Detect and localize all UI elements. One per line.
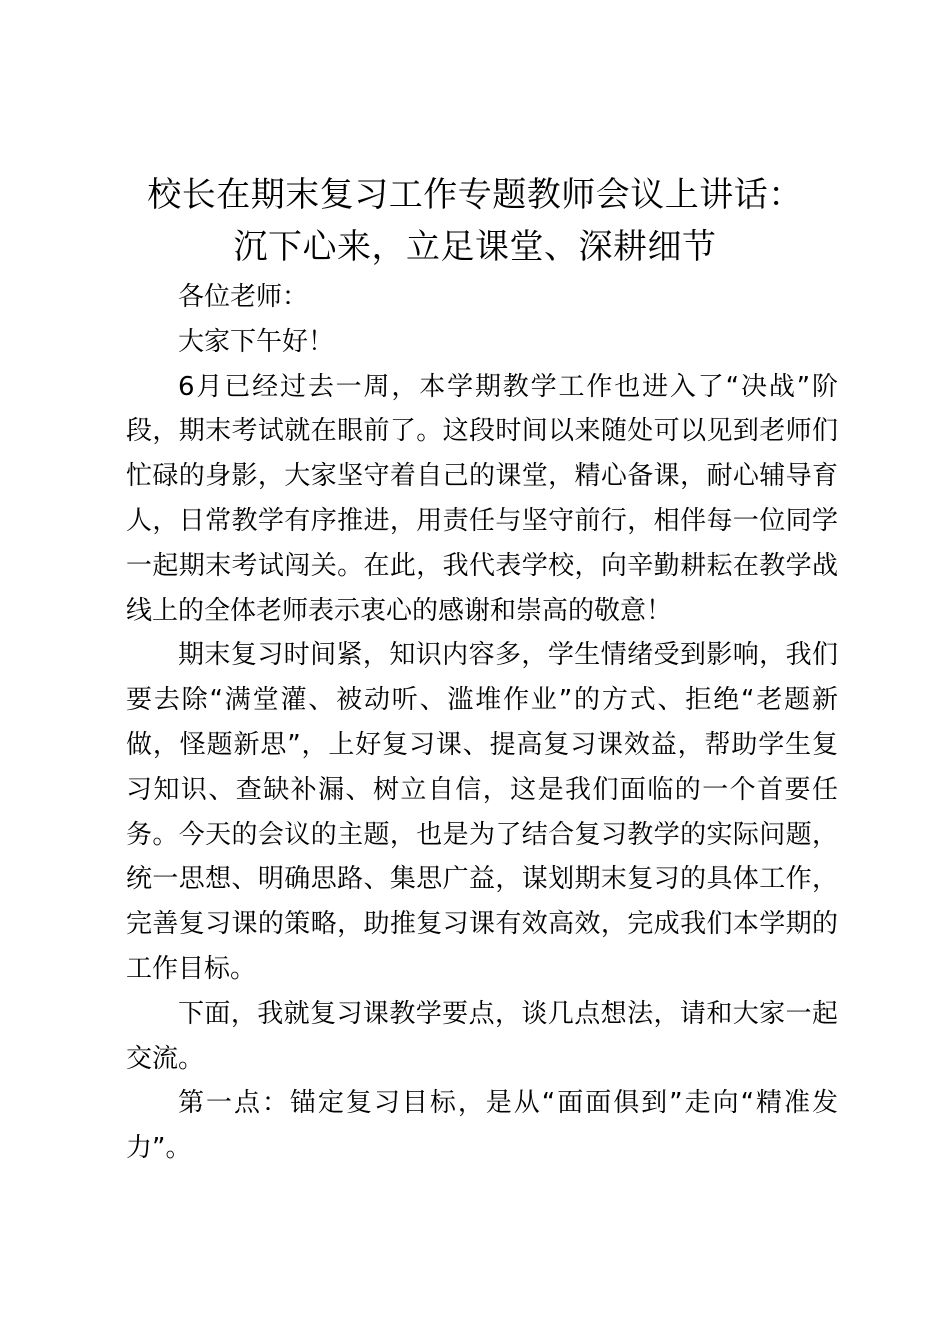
greeting: 大家下午好！ — [178, 326, 335, 357]
section-heading: 第一点：锚定复习目标，是从“面面俱到”走向“精准发力”。 — [126, 1088, 838, 1164]
document-body — [126, 275, 838, 1171]
salutation: 各位老师： — [178, 282, 309, 312]
body-paragraph: 6月已经过去一周，本学期教学工作也进入了“决战”阶段，期末考试就在眼前了。这段时间以来随处可以见到老师们忙碌的身影，大家坚守着自己的课堂，精心备课，耐心辅导育人，日常教学有序推进，用责任与坚守前行，相伴每一位同学一起期末考试闯关。在此，我代表学校，向辛勤耕耘在教学战线上的全体老师表示衷心的感谢和崇高的敬意！ — [126, 371, 838, 626]
document-title-line-2: 沉下心来，立足课堂、深耕细节 — [233, 227, 717, 267]
body-paragraph: 期末复习时间紧，知识内容多，学生情绪受到影响，我们要去除“满堂灌、被动听、滥堆作业”的方式、拒绝“老题新做，怪题新思”，上好复习课、提高复习课效益，帮助学生复习知识、查缺补漏、树立自信，这是我们面临的一个首要任务。今天的会议的主题，也是为了结合复习教学的实际问题，统一思想、明确思路、集思广益，谋划期末复习的具体工作，完善复习课的策略，助推复习课有效高效，完成我们本学期的工作目标。 — [126, 640, 838, 984]
document-title-line-1: 校长在期末复习工作专题教师会议上讲话： — [147, 175, 803, 215]
body-paragraph: 下面，我就复习课教学要点，谈几点想法，请和大家一起交流。 — [126, 998, 838, 1074]
